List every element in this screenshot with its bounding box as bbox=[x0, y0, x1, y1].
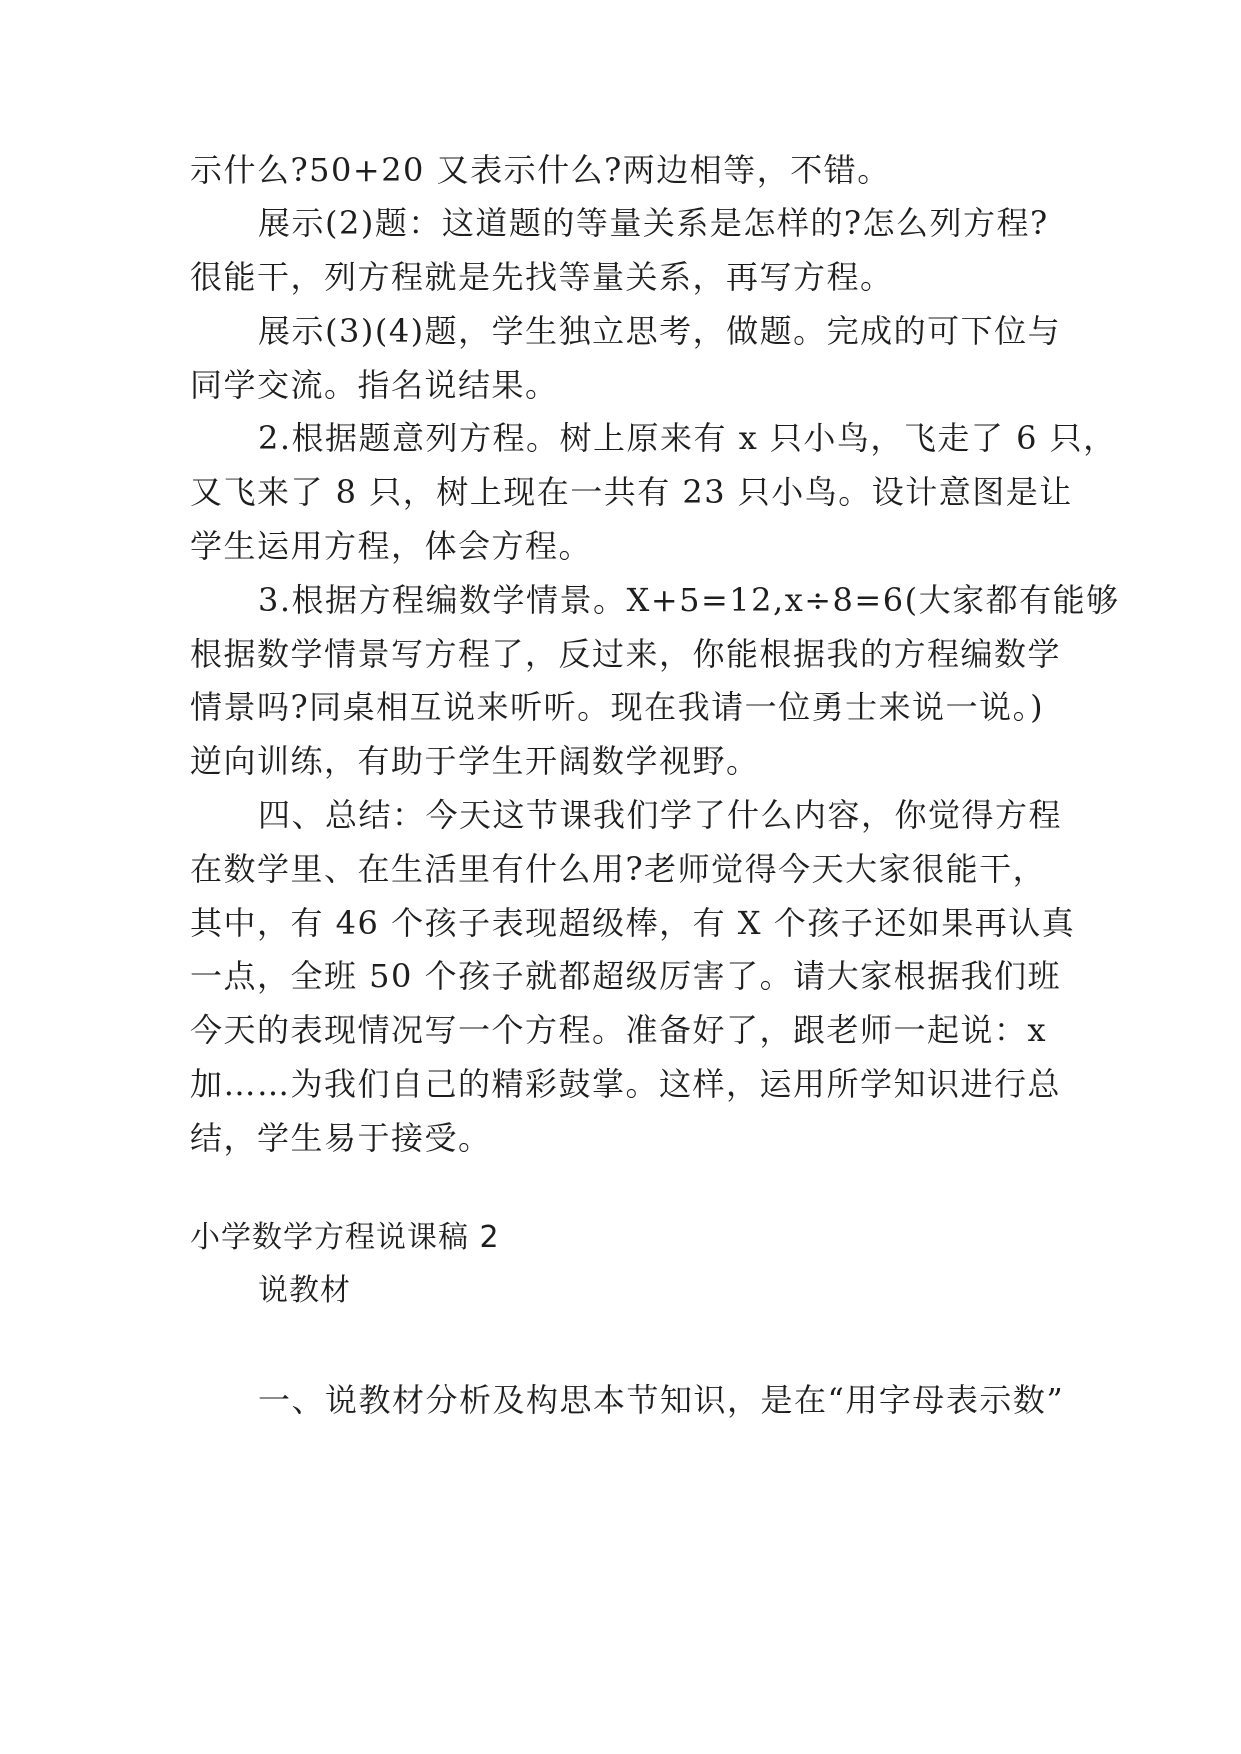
text-line: 一、说教材分析及构思本节知识，是在“用字母表示数” bbox=[258, 1381, 1065, 1419]
text-line: 加……为我们自己的精彩鼓掌。这样，运用所学知识进行总 bbox=[190, 1065, 1062, 1103]
text-line: 展示(3)(4)题，学生独立思考，做题。完成的可下位与 bbox=[258, 312, 1062, 350]
text-line: 结，学生易于接受。 bbox=[190, 1119, 492, 1157]
text-line: 逆向训练，有助于学生开阔数学视野。 bbox=[190, 742, 760, 780]
text-line: 根据数学情景写方程了，反过来，你能根据我的方程编数学 bbox=[190, 635, 1062, 673]
text-line: 3.根据方程编数学情景。X+5=12,x÷8=6(大家都有能够 bbox=[258, 581, 1120, 619]
text-line: 又飞来了 8 只，树上现在一共有 23 只小鸟。设计意图是让 bbox=[190, 473, 1073, 511]
text-line: 很能干，列方程就是先找等量关系，再写方程。 bbox=[190, 258, 894, 296]
text-line: 情景吗?同桌相互说来听听。现在我请一位勇士来说一说。) bbox=[190, 688, 1045, 726]
text-line: 其中，有 46 个孩子表现超级棒，有 X 个孩子还如果再认真 bbox=[190, 904, 1076, 942]
text-line: 学生运用方程，体会方程。 bbox=[190, 527, 593, 565]
text-line: 今天的表现情况写一个方程。准备好了，跟老师一起说：x bbox=[190, 1011, 1048, 1049]
text-line: 展示(2)题：这道题的等量关系是怎样的?怎么列方程? bbox=[258, 204, 1049, 242]
text-line: 一点，全班 50 个孩子就都超级厉害了。请大家根据我们班 bbox=[190, 957, 1062, 995]
text-line: 示什么?50+20 又表示什么?两边相等，不错。 bbox=[190, 151, 891, 189]
text-line: 2.根据题意列方程。树上原来有 x 只小鸟，飞走了 6 只， bbox=[258, 419, 1117, 457]
section-title: 小学数学方程说课稿 2 bbox=[190, 1220, 500, 1255]
text-line: 同学交流。指名说结果。 bbox=[190, 366, 559, 404]
subheading: 说教材 bbox=[258, 1273, 351, 1308]
text-line: 四、总结：今天这节课我们学了什么内容，你觉得方程 bbox=[258, 796, 1063, 834]
text-line: 在数学里、在生活里有什么用?老师觉得今天大家很能干， bbox=[190, 850, 1047, 888]
